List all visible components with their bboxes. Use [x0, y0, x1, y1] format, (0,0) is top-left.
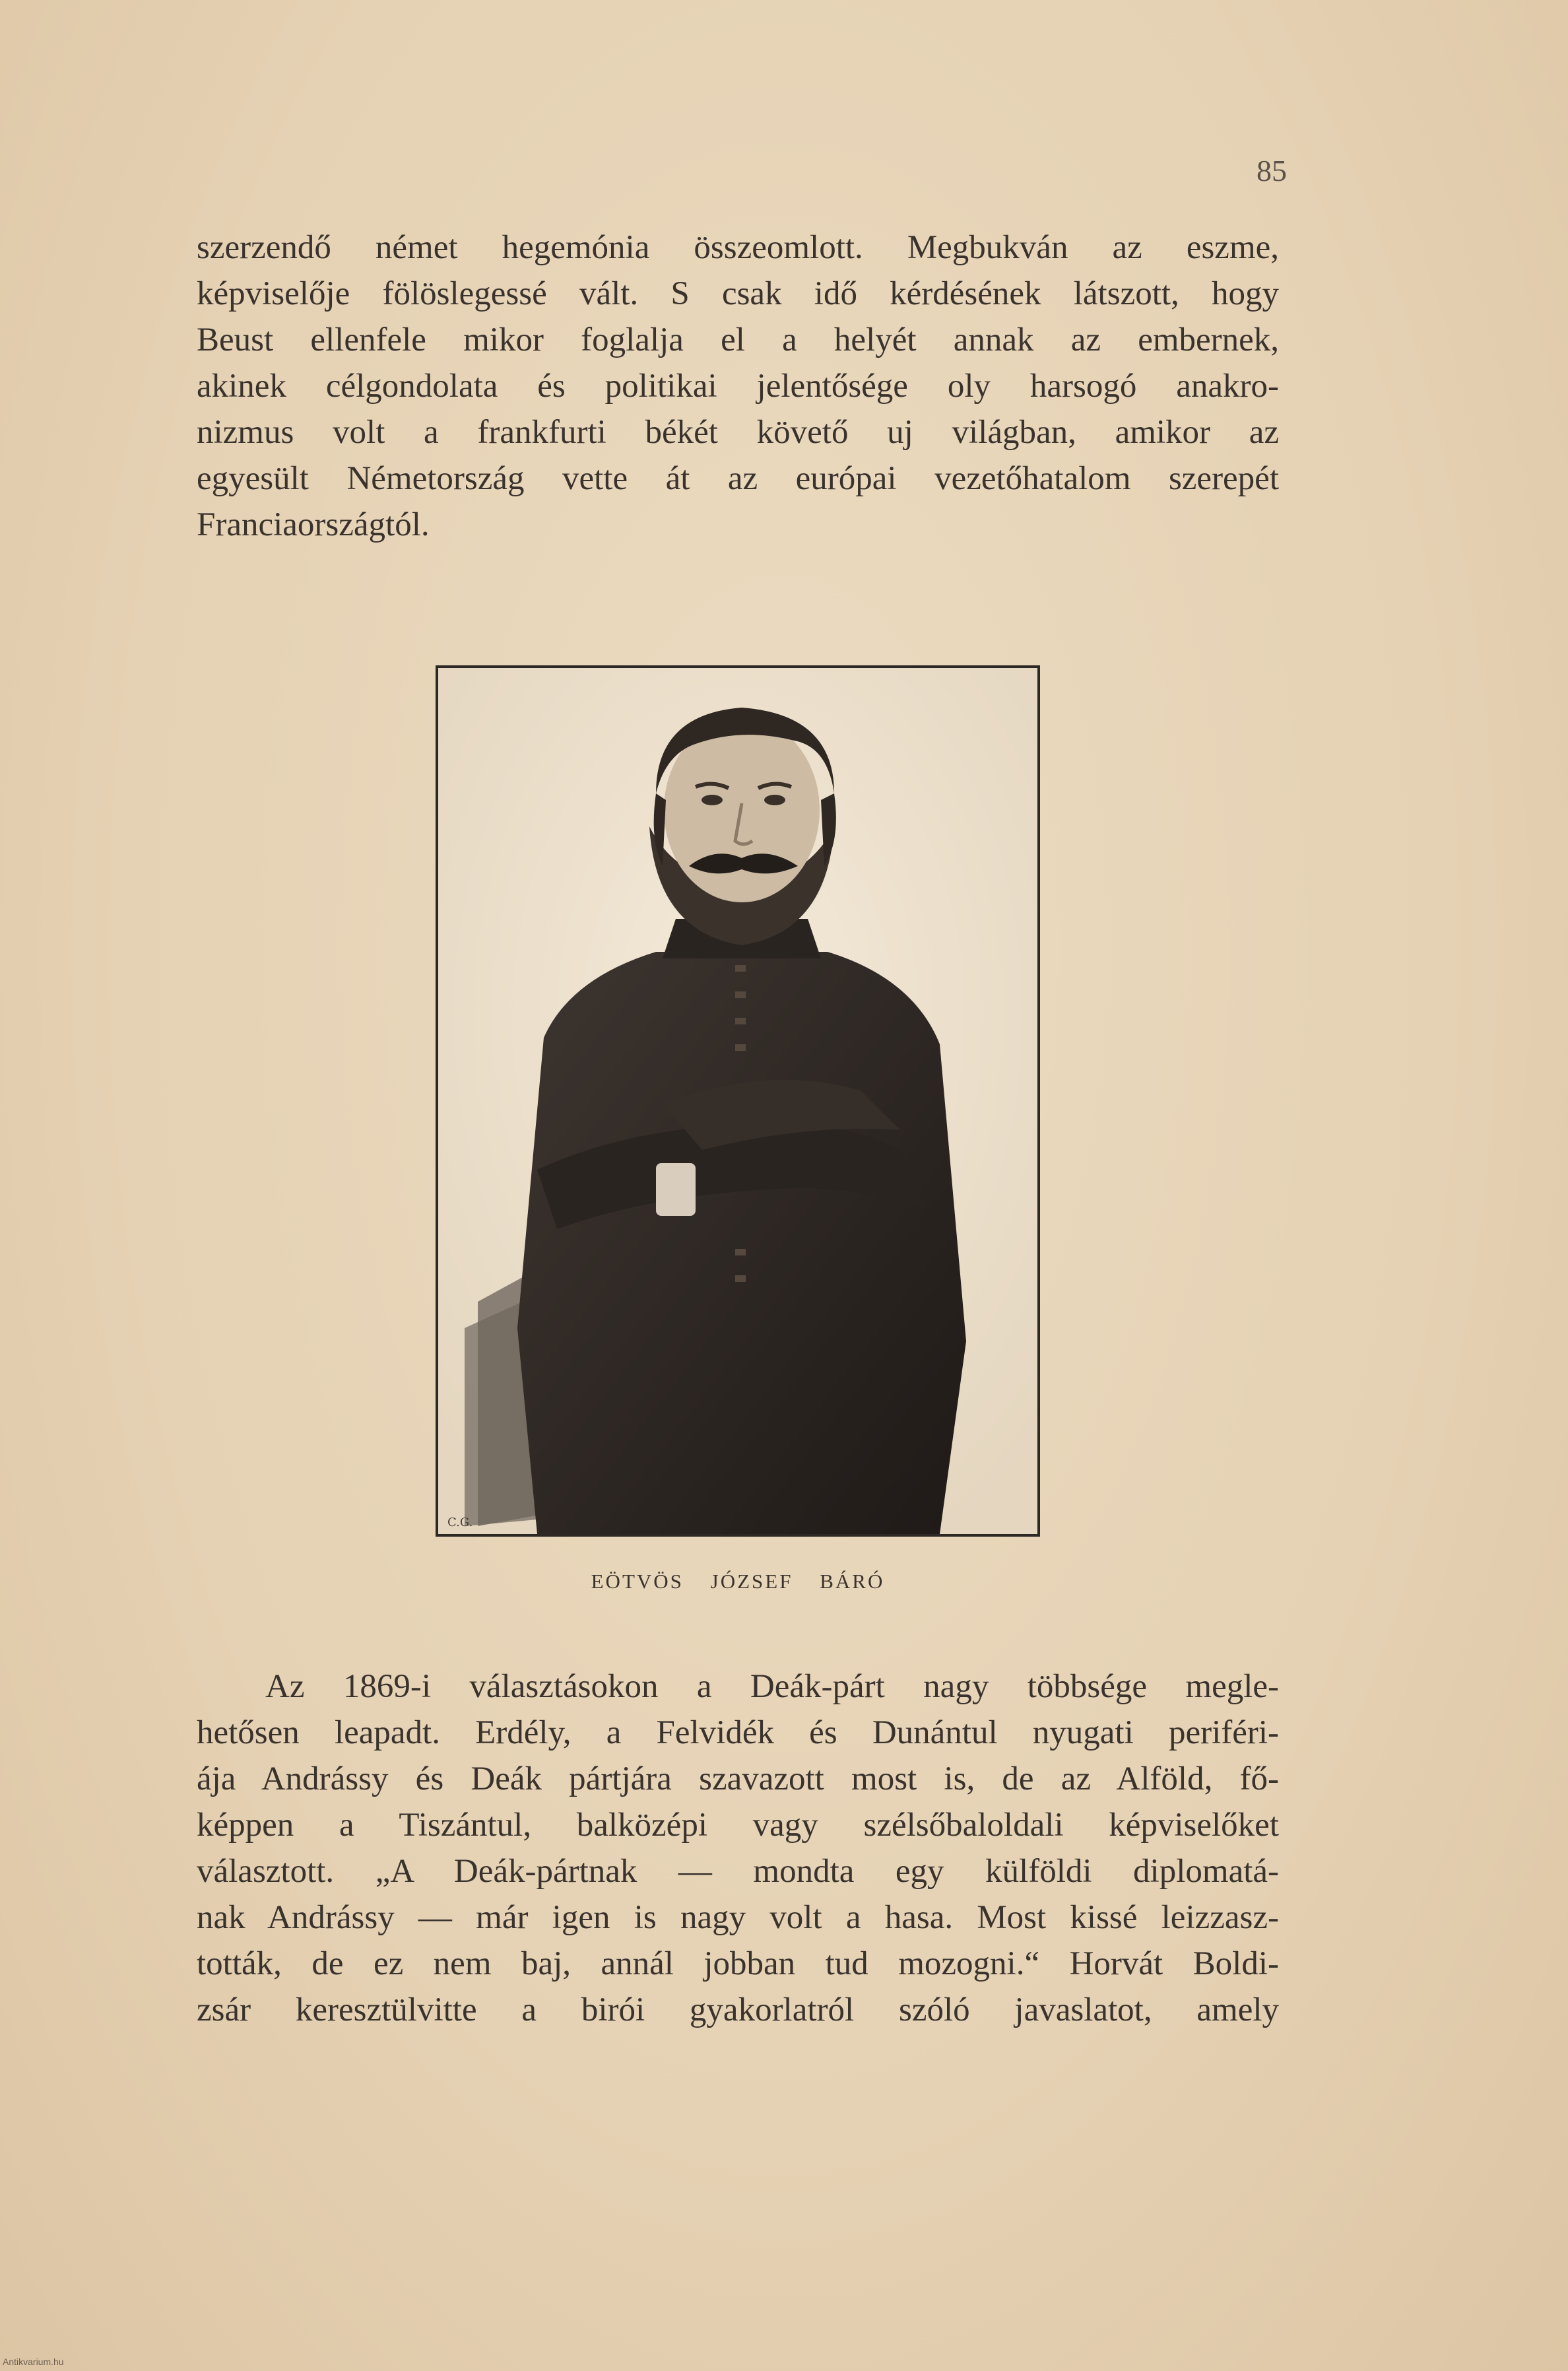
text-line: nak Andrássy — már igen is nagy volt a hasa. Most kissé leizzasz- [197, 1899, 1279, 1936]
paragraph-1 [197, 224, 1279, 548]
portrait-photo [436, 665, 1040, 1537]
figure-caption [436, 1570, 1040, 1593]
text-line: nizmus volt a frankfurti békét követő uj világban, amikor az [197, 414, 1279, 451]
text-line: hetősen leapadt. Erdély, a Felvidék és Dunántul nyugati periféri- [197, 1714, 1279, 1751]
paragraph-2 [197, 1663, 1279, 2033]
text-line: Franciaországtól. [197, 506, 430, 543]
svg-text:C.G.: C.G. [447, 1516, 473, 1529]
portrait-illustration [438, 668, 1037, 1534]
caption-word: EÖTVÖS [591, 1570, 684, 1593]
text-line: zsár keresztülvitte a birói gyakorlatról szóló javaslatot, amely [197, 1991, 1279, 2028]
text-line: egyesült Németország vette át az európai vezetőhatalom szerepét [197, 460, 1279, 497]
text-line: szerzendő német hegemónia összeomlott. Megbukván az eszme, [197, 229, 1279, 266]
text-line: akinek célgondolata és politikai jelentősége oly harsogó anakro- [197, 368, 1279, 405]
text-line: képpen a Tiszántul, balközépi vagy szélsőbaloldali képviselőket [197, 1807, 1279, 1844]
caption-word: BÁRÓ [820, 1570, 885, 1593]
text-line: tották, de ez nem baj, annál jobban tud mozogni.“ Horvát Boldi- [197, 1945, 1279, 1982]
text-line: választott. „A Deák-pártnak — mondta egy külföldi diplomatá- [197, 1853, 1279, 1890]
caption-word: JÓZSEF [710, 1570, 793, 1593]
text-line: ája Andrássy és Deák pártjára szavazott most is, de az Alföld, fő- [197, 1760, 1279, 1797]
text-line: Az 1869-i választásokon a Deák-párt nagy többsége megle- [265, 1668, 1279, 1705]
text-line: Beust ellenfele mikor foglalja el a helyét annak az embernek, [197, 321, 1279, 358]
page-number: 85 [1257, 154, 1287, 187]
watermark: Antikvarium.hu [3, 2356, 64, 2367]
text-line: képviselője fölöslegessé vált. S csak idő kérdésének látszott, hogy [197, 275, 1279, 312]
